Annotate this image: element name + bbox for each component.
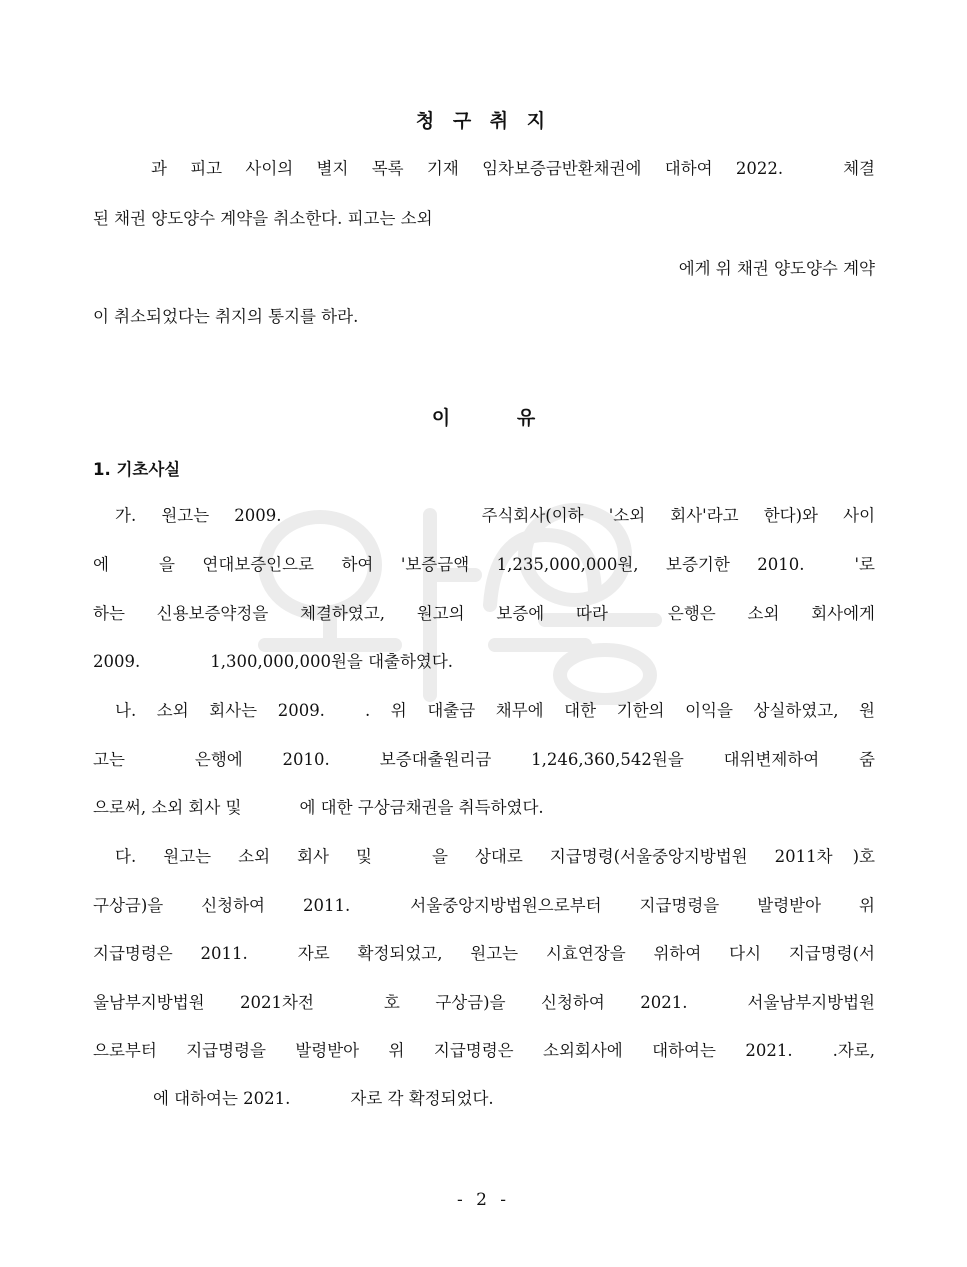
body-line-10: 지급명령은 2011. 자로 확정되었고, 원고는 시효연장을 위하여 다시 지급명령(서 (93, 944, 875, 963)
body-line-11: 울남부지방법원 2021차전 호 구상금)을 신청하여 2021. 서울남부지방법원 (93, 993, 875, 1012)
claim-line-2: 된 채권 양도양수 계약을 취소한다. 피고는 소외 (93, 209, 433, 228)
claim-heading: 청 구 취 지 (415, 110, 552, 132)
reason-heading: 이 유 (431, 407, 536, 429)
claim-line-4: 이 취소되었다는 취지의 통지를 하라. (93, 307, 359, 326)
body-line-7: 으로써, 소외 회사 및 에 대한 구상금채권을 취득하였다. (93, 798, 544, 817)
body-line-12: 으로부터 지급명령을 발령받아 위 지급명령은 소외회사에 대하여는 2021. .자로, (93, 1041, 875, 1060)
body-line-2: 에 을 연대보증인으로 하여 '보증금액 1,235,000,000원, 보증기한 2010. '로 (93, 555, 875, 574)
claim-line-3: 에게 위 채권 양도양수 계약 (678, 259, 875, 278)
body-line-6: 고는 은행에 2010. 보증대출원리금 1,246,360,542원을 대위변제하여 줌 (93, 750, 875, 769)
claim-line-1: 과 피고 사이의 별지 목록 기재 임차보증금반환채권에 대하여 2022. 체결 (151, 159, 875, 178)
body-line-5: 나. 소외 회사는 2009. . 위 대출금 채무에 대한 기한의 이익을 상실하였고, 원 (115, 701, 875, 720)
body-line-3: 하는 신용보증약정을 체결하였고, 원고의 보증에 따라 은행은 소외 회사에게 (93, 604, 875, 623)
section-1-title: 1. 기초사실 (93, 460, 181, 479)
page-number: - 2 - (456, 1190, 511, 1210)
body-line-4: 2009. 1,300,000,000원을 대출하였다. (93, 652, 454, 671)
body-line-1: 가. 원고는 2009. 주식회사(이하 '소외 회사'라고 한다)와 사이 (115, 506, 876, 525)
body-line-9: 구상금)을 신청하여 2011. 서울중앙지방법원으로부터 지급명령을 발령받아 위 (93, 896, 875, 915)
body-line-13: 에 대하여는 2021. 자로 각 확정되었다. (153, 1089, 494, 1108)
body-line-8: 다. 원고는 소외 회사 및 을 상대로 지급명령(서울중앙지방법원 2011차 )호 (115, 847, 875, 866)
